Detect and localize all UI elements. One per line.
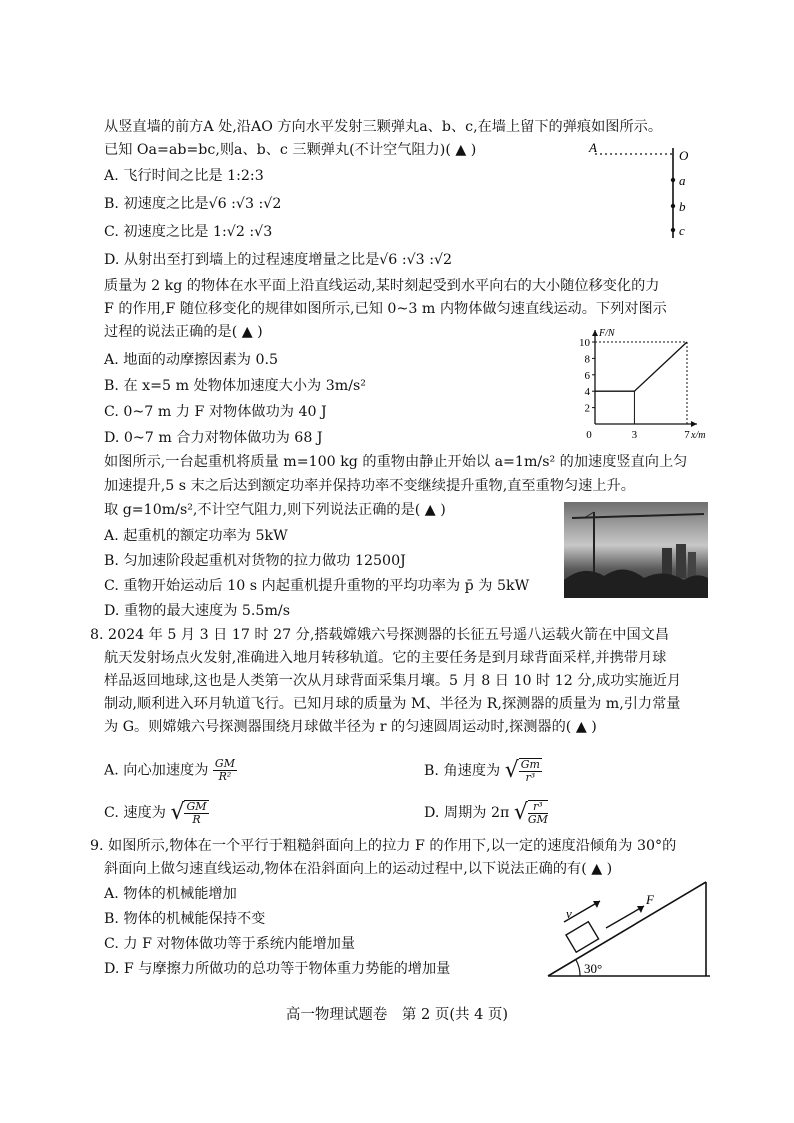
q8-frac-d-num: r³ — [528, 801, 548, 814]
y-axis-arrow — [592, 330, 598, 336]
q9-stem-line2: 斜面向上做匀速直线运动,物体在沿斜面向上的运动过程中,以下说法正确的有( ▲ ) — [104, 861, 613, 877]
x-tick-label: 0 — [586, 429, 592, 441]
q5-option-c: C. 初速度之比是 1:√2 :√3 — [104, 224, 273, 240]
q6-force-displacement-chart — [575, 320, 706, 444]
q8-stem-line4: 制动,顺利进入环月轨道飞行。已知月球的质量为 M、半径为 R,探测器的质量为 m,引力常量 — [104, 696, 681, 712]
q8-option-c-fraction — [184, 800, 208, 826]
q8-frac-b-num: Gm — [520, 758, 540, 771]
q6-option-d: D. 0~7 m 合力对物体做功为 68 J — [104, 430, 323, 446]
y-tick-label: 6 — [584, 369, 590, 382]
q7-option-a: A. 起重机的额定功率为 5kW — [104, 528, 288, 544]
q8-option-b-text: B. 角速度为 — [424, 763, 501, 779]
q8-stem-line1: 8. 2024 年 5 月 3 日 17 时 27 分,搭载嫦娥六号探测器的长征五号遥八运载火箭在中国文昌 — [90, 627, 670, 643]
y-tick-label: 4 — [584, 386, 590, 399]
q7-stem-line2: 加速提升,5 s 末之后达到额定功率并保持功率不变继续提升重物,直至重物匀速上升。 — [104, 478, 635, 494]
q5-fig-label-b: b — [679, 199, 686, 214]
q5-option-a: A. 飞行时间之比是 1:2:3 — [104, 168, 264, 184]
q8-frac-b-den: r³ — [525, 771, 536, 784]
q8-stem-line5: 为 G。则嫦娥六号探测器围绕月球做半径为 r 的匀速圆周运动时,探测器的( ▲ ) — [104, 719, 597, 735]
q8-stem-line3: 样品返回地球,这也是人类第一次从月球背面采集月壤。5 月 8 日 10 时 12 分,成功实施近月 — [104, 673, 682, 689]
q5-stem-line2: 已知 Oa=ab=bc,则a、b、c 三颗弹丸(不计空气阻力)( ▲ ) — [104, 142, 477, 158]
q5-stem-line1: 从竖直墙的前方A 处,沿AO 方向水平发射三颗弹丸a、b、c,在墙上留下的弹痕如图所示。 — [104, 119, 663, 135]
q7-option-d: D. 重物的最大速度为 5.5m/s — [104, 603, 290, 619]
y-tick-label: 8 — [584, 353, 590, 366]
q5-fig-label-a: a — [679, 173, 686, 188]
q8-option-c — [104, 800, 209, 826]
q9-option-c: C. 力 F 对物体做功等于系统内能增加量 — [104, 936, 356, 952]
q8-frac-c-den: R — [192, 813, 201, 826]
x-tick-label: 7 — [684, 429, 690, 441]
q5-wall-diagram — [585, 138, 705, 250]
q6-stem-line1: 质量为 2 kg 的物体在水平面上沿直线运动,某时刻起受到水平向右的大小随位移变化的力 — [104, 278, 660, 294]
q5-option-b: B. 初速度之比是√6 :√3 :√2 — [104, 196, 282, 212]
crane-photo — [564, 502, 708, 598]
x-tick-label: 3 — [631, 429, 638, 441]
q9-option-a: A. 物体的机械能增加 — [104, 886, 237, 902]
y-axis-label: F/N — [599, 328, 615, 339]
x-axis-label: x/m — [691, 430, 706, 441]
q8-frac-a-den: R² — [218, 770, 232, 783]
q9-stem-line1: 9. 如图所示,物体在一个平行于粗糙斜面向上的拉力 F 的作用下,以一定的速度沿倾角为 30°的 — [90, 838, 677, 854]
force-series-line — [595, 342, 687, 391]
x-axis-arrow — [691, 421, 697, 427]
q8-option-d — [424, 800, 548, 826]
q8-frac-d-den: GM — [527, 813, 548, 826]
q9-option-d: D. F 与摩擦力所做功的总功等于物体重力势能的增加量 — [104, 961, 451, 977]
q8-option-b-fraction — [519, 758, 542, 784]
q8-frac-a-num: GM — [214, 757, 235, 770]
q7-stem-line3: 取 g=10m/s²,不计空气阻力,则下列说法正确的是( ▲ ) — [104, 502, 446, 518]
q5-fig-label-c: c — [679, 223, 685, 238]
q6-stem-line2: F 的作用,F 随位移变化的规律如图所示,已知 0~3 m 内物体做匀速直线运动。下列对图示 — [104, 301, 667, 317]
q5-option-d: D. 从射出至打到墙上的过程速度增量之比是√6 :√3 :√2 — [104, 252, 453, 268]
q7-stem-line1: 如图所示,一台起重机将质量 m=100 kg 的重物由静止开始以 a=1m/s² 的加速度竖直向上匀 — [104, 454, 688, 470]
q9-option-b: B. 物体的机械能保持不变 — [104, 911, 266, 927]
q8-option-a-text: A. 向心加速度为 — [104, 762, 209, 779]
y-tick-label: 2 — [584, 402, 590, 415]
q6-option-c: C. 0~7 m 力 F 对物体做功为 40 J — [104, 404, 327, 420]
q8-option-d-text: D. 周期为 2π — [424, 805, 510, 821]
q8-option-a — [104, 758, 237, 783]
q6-option-a: A. 地面的动摩擦因素为 0.5 — [104, 352, 279, 368]
y-tick-label: 10 — [579, 337, 590, 349]
q8-sqrt-d: √ — [513, 800, 528, 825]
q8-option-b — [424, 758, 542, 784]
q8-frac-c-num: GM — [186, 800, 207, 813]
q6-option-b: B. 在 x=5 m 处物体加速度大小为 3m/s² — [104, 378, 366, 394]
q6-stem-line3: 过程的说法正确的是( ▲ ) — [104, 324, 263, 340]
page-footer: 高一物理试题卷 第 2 页(共 4 页) — [285, 1007, 509, 1023]
q8-sqrt-b: √ — [504, 758, 519, 783]
q9-fig-label-v: v — [566, 906, 572, 921]
q8-option-a-fraction — [213, 758, 237, 783]
q7-option-b: B. 匀加速阶段起重机对货物的拉力做功 12500J — [104, 553, 406, 569]
q5-fig-label-o: O — [679, 148, 689, 163]
q8-option-d-fraction — [528, 800, 548, 826]
q9-incline-diagram — [544, 872, 714, 980]
q8-stem-line2: 航天发射场点火发射,准确进入地月转移轨道。它的主要任务是到月球背面采样,并携带月球 — [104, 650, 667, 666]
q8-option-c-text: C. 速度为 — [104, 805, 166, 821]
q7-option-c: C. 重物开始运动后 10 s 内起重机提升重物的平均功率为 p̄ 为 5kW — [104, 578, 530, 594]
q5-fig-label-a-point: A — [589, 140, 597, 155]
q8-sqrt-c: √ — [170, 800, 185, 825]
q9-fig-label-f: F — [646, 892, 654, 907]
q9-fig-label-angle: 30° — [584, 961, 603, 976]
